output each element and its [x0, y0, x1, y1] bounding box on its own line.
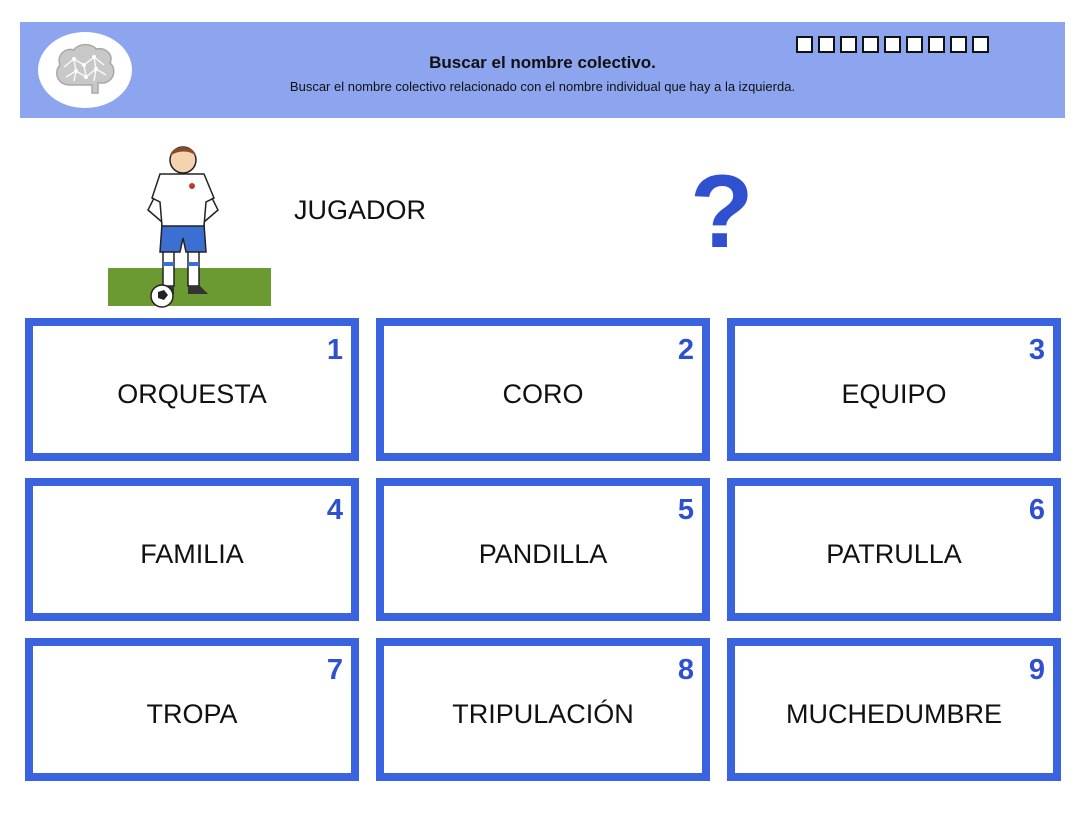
option-card-6[interactable] [727, 478, 1061, 621]
progress-box [906, 36, 923, 53]
instructions-text: Buscar el nombre colectivo relacionado con el nombre individual que hay a la izquierda. [289, 79, 796, 94]
progress-box [884, 36, 901, 53]
option-number: 7 [326, 654, 343, 686]
option-card-1[interactable] [25, 318, 359, 461]
option-number: 8 [677, 654, 694, 686]
progress-box [818, 36, 835, 53]
option-label: CORO [502, 379, 584, 409]
soccer-player-icon [108, 140, 271, 308]
option-number: 2 [677, 334, 694, 366]
option-card-8[interactable] [376, 638, 710, 781]
option-card-3[interactable] [727, 318, 1061, 461]
player-image [108, 140, 271, 308]
option-number: 6 [1028, 494, 1045, 526]
progress-box [972, 36, 989, 53]
header-banner [20, 22, 1065, 118]
individual-noun: JUGADOR [294, 195, 427, 225]
progress-indicator [796, 36, 989, 53]
option-number: 4 [326, 494, 343, 526]
option-number: 3 [1028, 334, 1045, 366]
option-label: EQUIPO [841, 379, 947, 409]
question-mark: ? [690, 154, 754, 270]
option-label: FAMILIA [140, 539, 244, 569]
option-card-9[interactable] [727, 638, 1061, 781]
option-card-2[interactable] [376, 318, 710, 461]
option-label: PANDILLA [478, 539, 608, 569]
option-number: 5 [677, 494, 694, 526]
progress-box [862, 36, 879, 53]
progress-box [950, 36, 967, 53]
option-label: PATRULLA [826, 539, 962, 569]
option-card-7[interactable] [25, 638, 359, 781]
option-number: 9 [1028, 654, 1045, 686]
progress-box [840, 36, 857, 53]
option-label: TROPA [146, 699, 238, 729]
progress-box [928, 36, 945, 53]
option-card-5[interactable] [376, 478, 710, 621]
option-label: TRIPULACIÓN [452, 699, 634, 729]
option-label: ORQUESTA [117, 379, 267, 409]
option-card-4[interactable] [25, 478, 359, 621]
option-number: 1 [326, 334, 343, 366]
option-label: MUCHEDUMBRE [786, 699, 1002, 729]
progress-box [796, 36, 813, 53]
page-title: Buscar el nombre colectivo. [429, 53, 656, 72]
